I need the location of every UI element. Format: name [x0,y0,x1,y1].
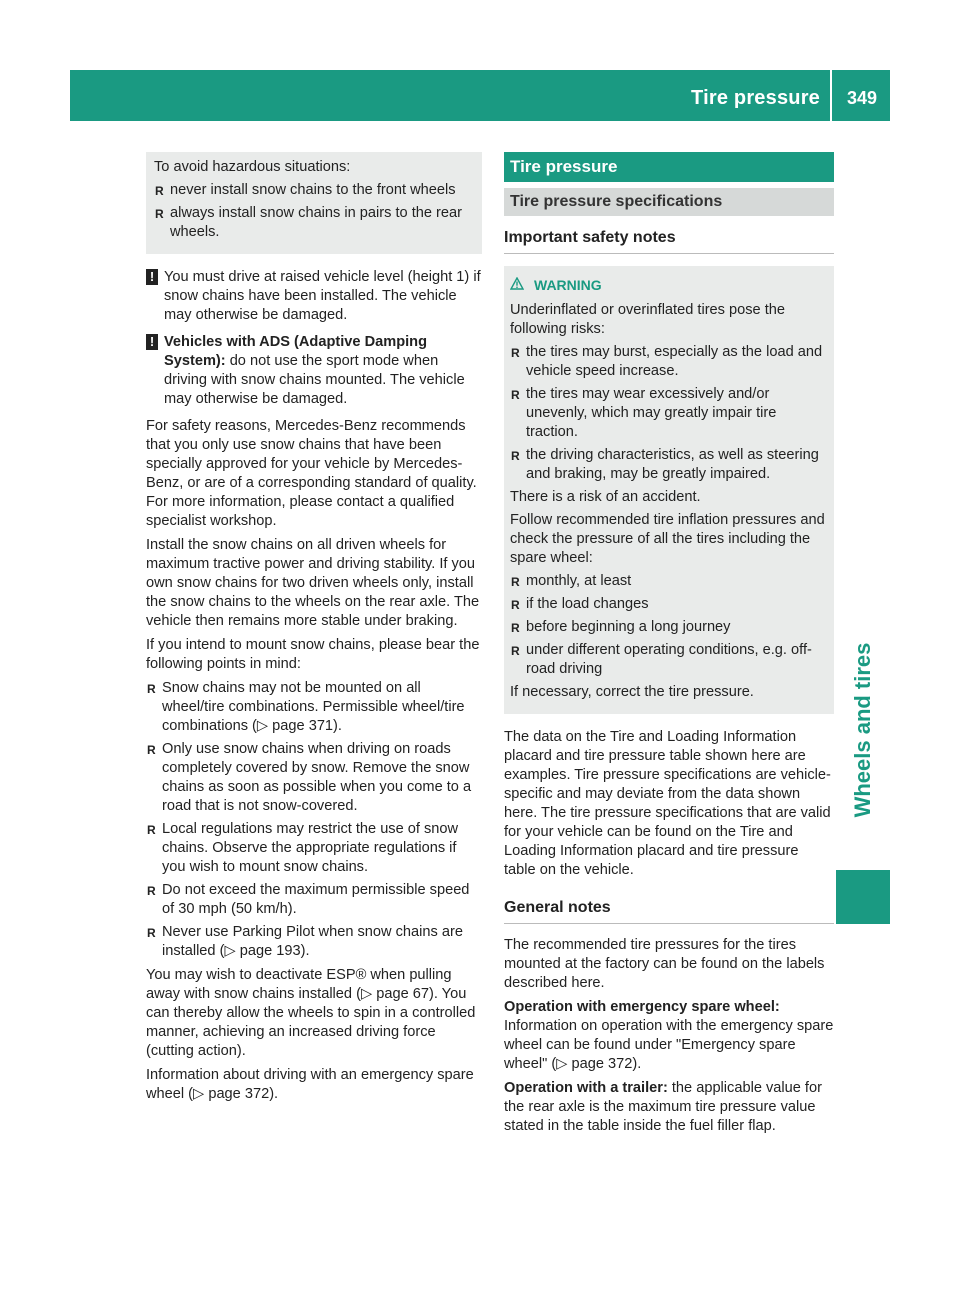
heading-general-notes: General notes [504,898,834,924]
paragraph: If you intend to mount snow chains, please bear the following points in mind: [146,637,480,672]
chapter-tab-label: Wheels and tires [850,642,875,818]
bold-lead: Operation with a trailer: [504,1080,668,1096]
warning-triangle-icon [510,276,524,295]
list-item: R Local regulations may restrict the use of snow chains. Observe the appropriate regulations if you wish to mount snow chains. [146,820,482,877]
list-item: R if the load changes [510,595,828,614]
chapter-tab [838,600,888,860]
list-item: R under different operating conditions, e.g. off-road driving [510,641,828,679]
paragraph-emergency-spare [504,998,834,1074]
list-item: R before beginning a long journey [510,618,828,637]
list-item: R Snow chains may not be mounted on all wheel/tire combinations. Permissible wheel/tire combinations (▷ page 371). [146,679,482,736]
paragraph: The data on the Tire and Loading Information placard and tire pressure table shown here are examples. Tire pressure specifications are vehicle-specific and may deviate from the data shown here. The tire pressure specifications that are valid for your vehicle can be found on the Tire and Loading Information placard and tire pressure table on the vehicle. [504,729,831,878]
paragraph: The recommended tire pressures for the tires mounted at the factory can be found on the labels described here. [504,937,825,991]
list-item: R always install snow chains in pairs to the rear wheels. [154,204,478,242]
warning-title [510,276,828,295]
note-ads [146,333,482,409]
paragraph: Underinflated or overinflated tires pose the following risks: [510,302,786,337]
paragraph: For safety reasons, Mercedes-Benz recommends that you only use snow chains that have been specially approved for your vehicle by Mercedes-Benz, or are of a corresponding standard of quality. For more information, please contact a qualified specialist workshop. [146,418,477,529]
header-bar [70,70,890,121]
list-item: R monthly, at least [510,572,828,591]
list-item: R the tires may burst, especially as the load and vehicle speed increase. [510,343,828,381]
caution-box [146,152,482,254]
box-list [154,181,478,242]
list-item: R the driving characteristics, as well as steering and braking, may be greatly impaired. [510,446,828,484]
paragraph-text: the applicable value for the rear axle is the maximum tire pressure value stated in the table inside the fuel filler flap. [504,1080,822,1134]
section-title: Tire pressure [504,152,834,182]
check-list [510,572,828,679]
paragraph: Information about driving with an emergency spare wheel (▷ page 372). [146,1067,474,1102]
chapter-marker [836,870,890,924]
list-item: R Only use snow chains when driving on roads completely covered by snow. Remove the snow chains as soon as possible when you come to a road that is not snow-covered. [146,740,482,816]
page-title: Tire pressure [691,87,820,109]
box-intro: To avoid hazardous situations: [154,159,351,175]
paragraph: You may wish to deactivate ESP® when pulling away with snow chains installed (▷ page 67). You can thereby allow the wheels to spin in a controlled manner, achieving an increased driving force (cutting action). [146,967,476,1059]
header-separator [830,70,832,121]
list-item: R never install snow chains to the front wheels [154,181,478,200]
snow-chain-list [146,679,482,961]
note-raised-level [146,268,482,325]
risk-list [510,343,828,484]
list-item: R the tires may wear excessively and/or unevenly, which may greatly impair tire traction. [510,385,828,442]
bold-lead: Operation with emergency spare wheel: [504,999,780,1015]
list-item: R Do not exceed the maximum permissible speed of 30 mph (50 km/h). [146,881,482,919]
exclamation-icon: ! [146,269,158,285]
paragraph: There is a risk of an accident. [510,489,701,505]
subsection-title: Tire pressure specifications [504,188,834,216]
note-text: do not use the sport mode when driving with snow chains mounted. The vehicle may otherwise be damaged. [164,353,465,407]
note-text: You must drive at raised vehicle level (height 1) if snow chains have been installed. The vehicle may otherwise be damaged. [164,269,481,323]
exclamation-icon: ! [146,334,158,350]
paragraph-text: Information on operation with the emergency spare wheel can be found under "Emergency spare wheel" (▷ page 372). [504,1018,834,1072]
page-number: 349 [846,88,878,108]
paragraph-trailer [504,1079,834,1136]
list-item: R Never use Parking Pilot when snow chains are installed (▷ page 193). [146,923,482,961]
heading-safety-notes: Important safety notes [504,228,834,254]
paragraph: Follow recommended tire inflation pressures and check the pressure of all the tires including the spare wheel: [510,512,825,566]
note-bold: Vehicles with ADS (Adaptive Damping System): [164,334,428,369]
warning-box [504,266,834,714]
right-column [504,152,834,1141]
paragraph: Install the snow chains on all driven wheels for maximum tractive power and driving stability. If you own snow chains for two driven wheels only, install the snow chains to the wheels on the rear axle. The vehicle then remains more stable under braking. [146,537,480,629]
warning-label: WARNING [534,277,602,293]
left-column [146,152,482,1109]
paragraph: If necessary, correct the tire pressure. [510,684,754,700]
